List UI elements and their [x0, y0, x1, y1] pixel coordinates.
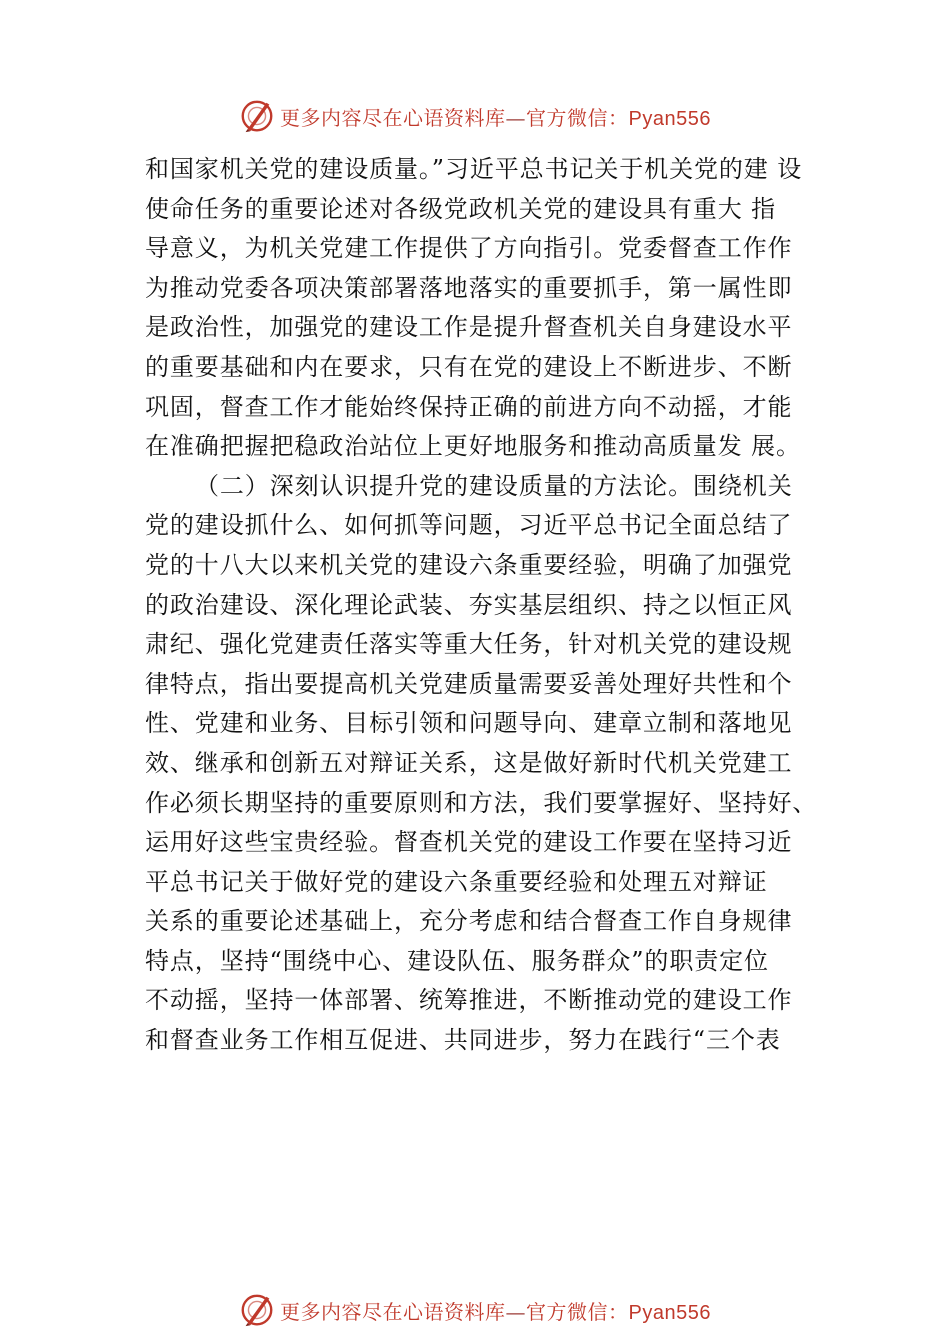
text-line: 运用好这些宝贵经验。督查机关党的建设工作要在坚持习近	[145, 828, 793, 857]
text-line: 不动摇，坚持一体部署、统筹推进，不断推动党的建设工作	[145, 986, 793, 1015]
text-line: 性、党建和业务、目标引领和问题导向、建章立制和落地见	[145, 709, 793, 738]
text-line: 和督查业务工作相互促进、共同进步，努力在践行“三个表	[145, 1026, 781, 1055]
text-line: 的政治建设、深化理论武装、夯实基层组织、持之以恒正风	[145, 590, 793, 619]
text-line: 党的十八大以来机关党的建设六条重要经验，明确了加强党	[145, 550, 793, 579]
watermark-text	[280, 102, 711, 131]
footer-watermark	[238, 1290, 738, 1330]
text-line: 效、继承和创新五对辩证关系，这是做好新时代机关党建工	[145, 748, 793, 777]
text-line: 在准确把握把稳政治站位上更好地服务和推动高质量发 展。	[145, 432, 801, 461]
text-line: 的重要基础和内在要求，只有在党的建设上不断进步、不断	[145, 352, 793, 381]
pen-logo-icon	[238, 1291, 276, 1329]
watermark-separator: —	[505, 105, 526, 130]
text-line: 是政治性，加强党的建设工作是提升督查机关自身建设水平	[145, 313, 793, 342]
text-line: 党的建设抓什么、如何抓等问题，习近平总书记全面总结了	[145, 511, 793, 540]
text-line: （二）深刻认识提升党的建设质量的方法论。围绕机关	[195, 471, 793, 500]
document-body	[145, 150, 818, 1061]
text-line: 和国家机关党的建设质量。”习近平总书记关于机关党的建 设	[145, 155, 803, 183]
text-line: 律特点，指出要提高机关党建质量需要妥善处理好共性和个	[145, 669, 793, 698]
text-line: 使命任务的重要论述对各级党政机关党的建设具有重大 指	[145, 194, 777, 223]
watermark-handle: Pyan556	[628, 1301, 711, 1324]
text-line: 关系的重要论述基础上，充分考虑和结合督查工作自身规律	[145, 907, 793, 936]
watermark-handle: Pyan556	[628, 107, 711, 130]
watermark-slogan: 更多内容尽在心语资料库	[280, 105, 506, 130]
text-line: 作必须长期坚持的重要原则和方法，我们要掌握好、坚持好、	[145, 788, 818, 817]
watermark-contact: 官方微信：	[526, 1299, 629, 1324]
text-line: 平总书记关于做好党的建设六条重要经验和处理五对辩证	[145, 867, 768, 896]
watermark-contact: 官方微信：	[526, 105, 629, 130]
watermark-text	[280, 1296, 711, 1325]
header-watermark	[238, 96, 738, 136]
text-line: 特点，坚持“围绕中心、建设队伍、服务群众”的职责定位	[145, 946, 769, 975]
text-line: 肃纪、强化党建责任落实等重大任务，针对机关党的建设规	[145, 630, 793, 659]
text-line: 巩固，督查工作才能始终保持正确的前进方向不动摇，才能	[145, 392, 793, 421]
pen-logo-icon	[238, 97, 276, 135]
text-line: 为推动党委各项决策部署落地落实的重要抓手，第一属性即	[145, 273, 793, 302]
text-line: 导意义，为机关党建工作提供了方向指引。党委督查工作作	[145, 234, 793, 263]
watermark-separator: —	[505, 1299, 526, 1324]
watermark-slogan: 更多内容尽在心语资料库	[280, 1299, 506, 1324]
